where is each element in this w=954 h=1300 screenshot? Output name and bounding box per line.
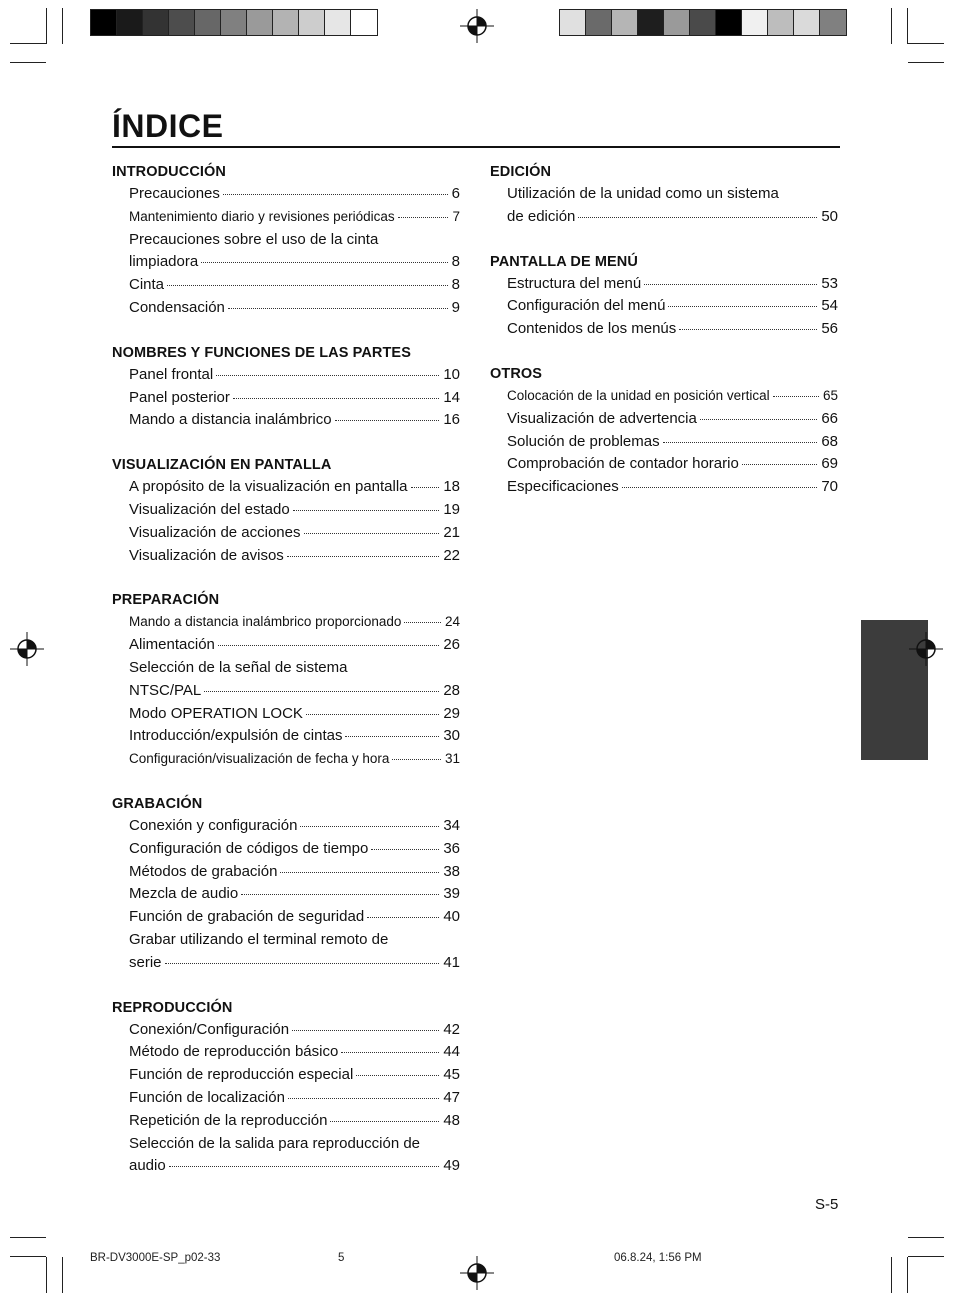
toc-entry[interactable] — [112, 364, 460, 387]
section-heading: REPRODUCCIÓN — [112, 999, 233, 1016]
toc-entry-page: 49 — [443, 1157, 460, 1175]
dot-leader — [292, 1030, 439, 1031]
toc-entry-label: Visualización del estado — [129, 500, 290, 518]
section-heading: INTRODUCCIÓN — [112, 164, 226, 180]
toc-entry-label: Precauciones — [129, 185, 220, 202]
toc-entry[interactable] — [112, 297, 460, 320]
toc-entry[interactable] — [112, 1155, 460, 1178]
toc-entry-page: 8 — [451, 253, 460, 271]
toc-section — [112, 997, 460, 1179]
toc-entry[interactable] — [112, 838, 460, 861]
toc-entry-label: Visualización de acciones — [129, 523, 301, 541]
toc-entry-label: Configuración del menú — [507, 297, 666, 315]
toc-entry[interactable] — [112, 387, 460, 410]
dot-leader — [335, 420, 440, 421]
dot-leader — [204, 691, 439, 692]
toc-entry[interactable] — [112, 703, 460, 726]
color-swatch — [299, 10, 325, 35]
dot-leader — [233, 398, 439, 399]
color-swatch — [794, 10, 820, 35]
toc-entry-page: 28 — [443, 681, 460, 699]
registration-mark-icon — [460, 9, 494, 43]
toc-entry-page: 40 — [443, 908, 460, 926]
page-title: ÍNDICE — [112, 108, 224, 144]
dot-leader — [300, 826, 439, 827]
toc-entry-label: Función de reproducción especial — [129, 1066, 354, 1084]
toc-entry-page: 26 — [443, 636, 460, 654]
color-swatch — [169, 10, 195, 35]
toc-entry[interactable] — [490, 318, 838, 341]
toc-entry-label: Métodos de grabación — [129, 862, 278, 880]
toc-entry[interactable] — [112, 499, 460, 522]
toc-entry-label: Función de grabación de seguridad — [129, 908, 365, 926]
section-heading: GRABACIÓN — [112, 795, 203, 812]
toc-entry[interactable] — [112, 1110, 460, 1133]
toc-entry-page: 70 — [821, 478, 838, 496]
dot-leader — [404, 622, 441, 623]
toc-entry[interactable] — [112, 611, 460, 634]
toc-entry-label: Función de localización — [129, 1088, 285, 1106]
toc-entry-label-continuation: limpiadora — [129, 253, 199, 271]
toc-entry-page: 66 — [821, 409, 838, 427]
dot-leader — [392, 759, 441, 760]
registration-mark-icon — [909, 632, 943, 666]
toc-entry-label-continuation: audio — [129, 1157, 166, 1175]
toc-section — [112, 342, 460, 432]
toc-section — [112, 793, 460, 975]
toc-entry-page: 45 — [443, 1066, 460, 1084]
toc-section — [112, 161, 460, 320]
dot-leader — [201, 262, 447, 263]
color-swatch — [612, 10, 638, 35]
dot-leader — [644, 284, 817, 285]
toc-entry[interactable] — [112, 748, 460, 771]
footer-sheet-number: 5 — [338, 1252, 345, 1264]
toc-entry-label: Cinta — [129, 276, 165, 294]
section-heading: OTROS — [490, 365, 543, 382]
toc-entry-label: Panel posterior — [129, 388, 230, 406]
dot-leader — [306, 714, 439, 715]
toc-entry-label: Mando a distancia inalámbrico proporcionado — [129, 614, 402, 630]
toc-section — [112, 589, 460, 771]
toc-entry-label: Visualización de avisos — [129, 546, 284, 564]
toc-entry[interactable] — [112, 251, 460, 274]
dot-leader — [668, 306, 817, 307]
dot-leader — [341, 1052, 439, 1053]
toc-entry[interactable] — [112, 1087, 460, 1110]
toc-entry-label: Selección de la señal de sistema — [129, 658, 348, 676]
toc-entry-label: Comprobación de contador horario — [507, 455, 739, 473]
color-swatch — [768, 10, 794, 35]
toc-entry-page: 34 — [443, 816, 460, 834]
toc-entry-page: 36 — [443, 839, 460, 857]
toc-entry-page: 8 — [451, 276, 460, 294]
toc-section — [112, 454, 460, 567]
toc-entry-label-continuation: NTSC/PAL — [129, 681, 202, 699]
grayscale-calibration-bar — [90, 9, 378, 36]
toc-entry-label: Grabar utilizando el terminal remoto de — [129, 930, 389, 948]
toc-entry-label: Configuración/visualización de fecha y hora — [129, 751, 390, 767]
toc-entry-label: Especificaciones — [507, 478, 619, 496]
toc-entry-label: A propósito de la visualización en pantalla — [129, 478, 408, 496]
toc-entry-label: Estructura del menú — [507, 274, 642, 292]
toc-entry[interactable] — [112, 1019, 460, 1042]
toc-entry-page: 68 — [821, 432, 838, 450]
dot-leader — [773, 396, 819, 397]
section-heading: NOMBRES Y FUNCIONES DE LAS PARTES — [112, 344, 411, 361]
toc-entry-label: Método de reproducción básico — [129, 1043, 339, 1061]
color-swatch — [143, 10, 169, 35]
footer-timestamp: 06.8.24, 1:56 PM — [614, 1252, 702, 1264]
toc-section — [490, 161, 838, 229]
section-heading: PANTALLA DE MENÚ — [490, 253, 638, 270]
color-swatch — [195, 10, 221, 35]
toc-right-column — [490, 161, 838, 521]
toc-entry-page: 14 — [443, 388, 460, 406]
dot-leader — [578, 217, 817, 218]
toc-entry-label: Contenidos de los menús — [507, 320, 677, 338]
tone-calibration-bar — [559, 9, 847, 36]
color-swatch — [117, 10, 143, 35]
toc-entry-label: Conexión y configuración — [129, 816, 298, 834]
toc-entry-label: Conexión/Configuración — [129, 1020, 290, 1038]
toc-entry-label: Repetición de la reproducción — [129, 1111, 328, 1129]
toc-entry-label: Configuración de códigos de tiempo — [129, 839, 369, 857]
color-swatch — [325, 10, 351, 35]
registration-mark-icon — [460, 1256, 494, 1290]
dot-leader — [218, 645, 439, 646]
dot-leader — [169, 1166, 440, 1167]
toc-entry-label: Alimentación — [129, 636, 215, 654]
dot-leader — [228, 308, 448, 309]
toc-entry-label: Mantenimiento diario y revisiones periódicas — [129, 208, 395, 224]
toc-entry[interactable] — [112, 476, 460, 499]
toc-entry-label: Modo OPERATION LOCK — [129, 704, 303, 722]
dot-leader — [622, 487, 818, 488]
dot-leader — [356, 1075, 439, 1076]
toc-entry-page: 38 — [443, 862, 460, 880]
toc-entry[interactable] — [112, 206, 460, 229]
color-swatch — [586, 10, 612, 35]
toc-section — [490, 251, 838, 341]
color-swatch — [716, 10, 742, 35]
toc-entry-label: Introducción/expulsión de cintas — [129, 727, 343, 745]
toc-entry[interactable] — [112, 725, 460, 748]
dot-leader — [345, 736, 439, 737]
toc-entry-page: 56 — [821, 320, 838, 338]
toc-entry[interactable] — [112, 906, 460, 929]
dot-leader — [165, 963, 440, 964]
toc-entry[interactable] — [112, 1041, 460, 1064]
toc-entry[interactable] — [112, 861, 460, 884]
toc-entry-label: Precauciones sobre el uso de la cinta — [129, 230, 379, 248]
toc-entry[interactable] — [490, 453, 838, 476]
toc-entry[interactable] — [490, 476, 838, 499]
toc-entry[interactable] — [112, 545, 460, 568]
page-number: S-5 — [815, 1196, 839, 1213]
color-swatch — [273, 10, 299, 35]
toc-entry-label: Utilización de la unidad como un sistema — [507, 185, 779, 202]
toc-entry-page: 39 — [443, 885, 460, 903]
toc-entry-page: 69 — [821, 455, 838, 473]
toc-entry[interactable] — [490, 295, 838, 318]
toc-entry-page: 21 — [443, 523, 460, 541]
toc-entry-page: 29 — [443, 704, 460, 722]
dot-leader — [280, 872, 439, 873]
color-swatch — [664, 10, 690, 35]
color-swatch — [91, 10, 117, 35]
toc-entry-page: 53 — [821, 274, 838, 292]
toc-entry[interactable] — [112, 1064, 460, 1087]
toc-section — [490, 363, 838, 499]
dot-leader — [679, 329, 817, 330]
toc-entry-page: 31 — [444, 751, 460, 767]
section-heading: VISUALIZACIÓN EN PANTALLA — [112, 457, 332, 474]
toc-entry-page: 42 — [443, 1020, 460, 1038]
dot-leader — [411, 487, 440, 488]
color-swatch — [221, 10, 247, 35]
toc-entry[interactable] — [490, 408, 838, 431]
toc-entry[interactable] — [112, 883, 460, 906]
toc-left-column — [112, 161, 460, 1200]
toc-entry[interactable] — [112, 680, 460, 703]
color-swatch — [742, 10, 768, 35]
toc-entry-page: 47 — [443, 1088, 460, 1106]
toc-entry-page: 22 — [443, 546, 460, 564]
toc-entry[interactable] — [112, 183, 460, 206]
toc-entry-page: 65 — [822, 387, 838, 403]
title-rule — [112, 146, 840, 148]
toc-entry-page: 10 — [443, 365, 460, 383]
registration-mark-icon — [10, 632, 44, 666]
color-swatch — [247, 10, 273, 35]
toc-entry[interactable] — [112, 522, 460, 545]
toc-entry-label: Condensación — [129, 298, 225, 316]
toc-entry-page: 7 — [452, 208, 460, 224]
dot-leader — [167, 285, 448, 286]
dot-leader — [287, 556, 440, 557]
toc-entry-label: Mezcla de audio — [129, 885, 239, 903]
color-swatch — [560, 10, 586, 35]
toc-entry-label: Colocación de la unidad en posición vertical — [507, 387, 770, 403]
section-heading: PREPARACIÓN — [112, 592, 220, 609]
dot-leader — [216, 375, 439, 376]
color-swatch — [690, 10, 716, 35]
dot-leader — [293, 510, 440, 511]
dot-leader — [742, 464, 818, 465]
toc-entry[interactable] — [112, 634, 460, 657]
dot-leader — [304, 533, 440, 534]
toc-entry[interactable] — [490, 273, 838, 296]
color-swatch — [638, 10, 664, 35]
toc-entry-label: Mando a distancia inalámbrico — [129, 411, 332, 429]
dot-leader — [398, 217, 449, 218]
dot-leader — [241, 894, 439, 895]
toc-entry-page: 19 — [443, 500, 460, 518]
toc-entry-page: 54 — [821, 297, 838, 315]
toc-entry[interactable] — [490, 385, 838, 408]
toc-entry-page: 18 — [443, 478, 460, 496]
toc-entry[interactable] — [112, 409, 460, 432]
toc-entry-page: 16 — [443, 411, 460, 429]
toc-entry[interactable] — [112, 815, 460, 838]
toc-entry-page: 6 — [451, 185, 460, 202]
dot-leader — [663, 442, 818, 443]
toc-entry-label: Panel frontal — [129, 365, 214, 383]
toc-entry-page: 50 — [821, 207, 838, 225]
toc-entry-page: 30 — [443, 727, 460, 745]
toc-entry-page: 48 — [443, 1111, 460, 1129]
toc-entry[interactable] — [490, 431, 838, 454]
dot-leader — [371, 849, 439, 850]
toc-entry-label: Solución de problemas — [507, 432, 660, 450]
dot-leader — [330, 1121, 439, 1122]
toc-entry-page: 41 — [443, 953, 460, 971]
toc-entry-page: 44 — [443, 1043, 460, 1061]
section-heading: EDICIÓN — [490, 164, 552, 180]
toc-entry[interactable] — [490, 206, 838, 229]
toc-entry[interactable] — [112, 952, 460, 975]
footer-file-name: BR-DV3000E-SP_p02-33 — [90, 1252, 221, 1264]
toc-entry-label: Visualización de advertencia — [507, 409, 697, 427]
toc-entry-page: 24 — [444, 614, 460, 630]
toc-entry-label-continuation: serie — [129, 953, 162, 971]
dot-leader — [223, 194, 448, 195]
dot-leader — [700, 419, 817, 420]
dot-leader — [288, 1098, 439, 1099]
toc-entry-label-continuation: de edición — [507, 207, 576, 225]
toc-entry[interactable] — [112, 274, 460, 297]
toc-entry-page: 9 — [451, 298, 460, 316]
color-swatch — [351, 10, 377, 35]
color-swatch — [820, 10, 846, 35]
toc-entry-label: Selección de la salida para reproducción de — [129, 1134, 421, 1152]
dot-leader — [367, 917, 439, 918]
